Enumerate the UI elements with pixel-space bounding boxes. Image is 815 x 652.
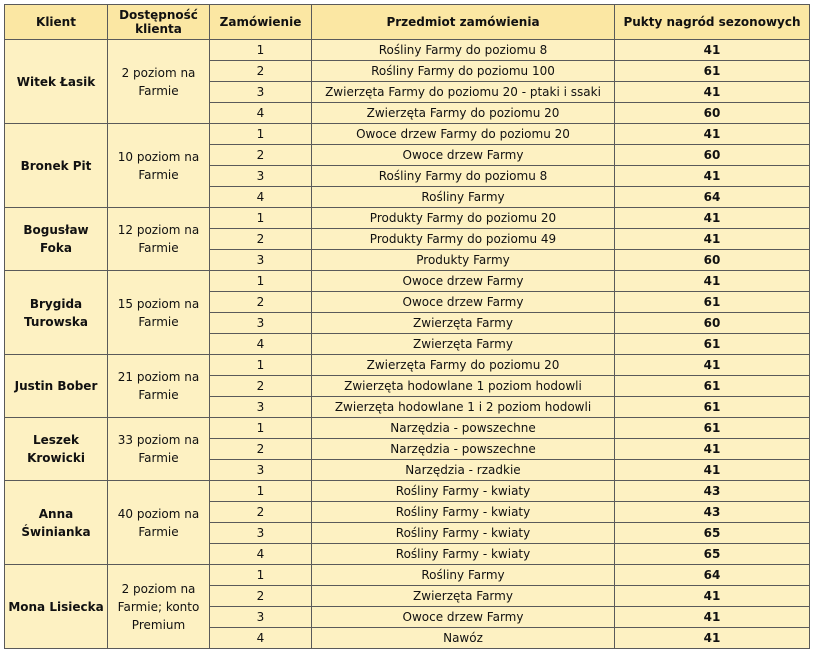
order-points: 60 [615, 250, 810, 271]
order-subject: Rośliny Farmy - kwiaty [312, 481, 615, 502]
header-order: Zamówienie [210, 5, 312, 40]
order-number: 1 [210, 355, 312, 376]
order-points: 41 [615, 460, 810, 481]
order-points: 61 [615, 61, 810, 82]
table-row [5, 208, 810, 229]
order-points: 43 [615, 502, 810, 523]
order-subject: Owoce drzew Farmy do poziomu 20 [312, 124, 615, 145]
table-row [5, 565, 810, 586]
order-points: 61 [615, 418, 810, 439]
order-number: 4 [210, 544, 312, 565]
order-number: 3 [210, 313, 312, 334]
client-name: Anna Świnianka [5, 481, 108, 565]
table-row [5, 418, 810, 439]
client-name: Bronek Pit [5, 124, 108, 208]
order-points: 61 [615, 397, 810, 418]
order-number: 3 [210, 460, 312, 481]
client-availability: 10 poziom na Farmie [108, 124, 210, 208]
order-subject: Narzędzia - powszechne [312, 418, 615, 439]
order-number: 1 [210, 418, 312, 439]
header-subject: Przedmiot zamówienia [312, 5, 615, 40]
order-subject: Zwierzęta Farmy do poziomu 20 - ptaki i ssaki [312, 82, 615, 103]
order-subject: Owoce drzew Farmy [312, 292, 615, 313]
order-subject: Rośliny Farmy - kwiaty [312, 502, 615, 523]
order-subject: Zwierzęta Farmy do poziomu 20 [312, 103, 615, 124]
order-points: 64 [615, 187, 810, 208]
order-points: 41 [615, 355, 810, 376]
order-points: 60 [615, 313, 810, 334]
order-number: 2 [210, 145, 312, 166]
order-points: 61 [615, 376, 810, 397]
order-number: 2 [210, 292, 312, 313]
order-subject: Nawóz [312, 628, 615, 649]
order-subject: Rośliny Farmy - kwiaty [312, 523, 615, 544]
client-name: Bogusław Foka [5, 208, 108, 271]
client-name: Brygida Turowska [5, 271, 108, 355]
order-subject: Owoce drzew Farmy [312, 607, 615, 628]
order-number: 4 [210, 187, 312, 208]
order-subject: Zwierzęta Farmy [312, 586, 615, 607]
order-number: 1 [210, 208, 312, 229]
order-number: 2 [210, 586, 312, 607]
order-points: 41 [615, 208, 810, 229]
order-points: 41 [615, 82, 810, 103]
order-subject: Zwierzęta Farmy [312, 334, 615, 355]
order-subject: Zwierzęta Farmy do poziomu 20 [312, 355, 615, 376]
order-number: 2 [210, 502, 312, 523]
client-name: Justin Bober [5, 355, 108, 418]
order-number: 1 [210, 40, 312, 61]
header-points: Pukty nagród sezonowych [615, 5, 810, 40]
order-number: 4 [210, 628, 312, 649]
order-number: 2 [210, 61, 312, 82]
table-row [5, 40, 810, 61]
order-points: 60 [615, 145, 810, 166]
order-subject: Produkty Farmy [312, 250, 615, 271]
order-number: 3 [210, 523, 312, 544]
order-subject: Rośliny Farmy [312, 565, 615, 586]
orders-table [4, 4, 810, 649]
order-subject: Rośliny Farmy do poziomu 100 [312, 61, 615, 82]
order-subject: Zwierzęta Farmy [312, 313, 615, 334]
order-number: 2 [210, 376, 312, 397]
order-subject: Owoce drzew Farmy [312, 145, 615, 166]
order-subject: Produkty Farmy do poziomu 49 [312, 229, 615, 250]
header-client: Klient [5, 5, 108, 40]
order-number: 1 [210, 565, 312, 586]
order-points: 61 [615, 334, 810, 355]
order-subject: Zwierzęta hodowlane 1 i 2 poziom hodowli [312, 397, 615, 418]
order-subject: Rośliny Farmy do poziomu 8 [312, 40, 615, 61]
order-subject: Zwierzęta hodowlane 1 poziom hodowli [312, 376, 615, 397]
order-number: 3 [210, 166, 312, 187]
order-number: 3 [210, 82, 312, 103]
order-points: 60 [615, 103, 810, 124]
order-points: 65 [615, 523, 810, 544]
client-availability: 15 poziom na Farmie [108, 271, 210, 355]
order-number: 1 [210, 481, 312, 502]
client-availability: 21 poziom na Farmie [108, 355, 210, 418]
client-availability: 40 poziom na Farmie [108, 481, 210, 565]
client-availability: 12 poziom na Farmie [108, 208, 210, 271]
order-subject: Narzędzia - powszechne [312, 439, 615, 460]
table-row [5, 124, 810, 145]
order-points: 41 [615, 439, 810, 460]
client-availability: 33 poziom na Farmie [108, 418, 210, 481]
order-number: 1 [210, 271, 312, 292]
order-points: 65 [615, 544, 810, 565]
table-row [5, 481, 810, 502]
order-points: 41 [615, 40, 810, 61]
order-number: 3 [210, 397, 312, 418]
order-points: 41 [615, 586, 810, 607]
order-points: 41 [615, 124, 810, 145]
order-points: 64 [615, 565, 810, 586]
order-points: 61 [615, 292, 810, 313]
order-number: 4 [210, 103, 312, 124]
order-subject: Narzędzia - rzadkie [312, 460, 615, 481]
client-name: Witek Łasik [5, 40, 108, 124]
order-points: 41 [615, 271, 810, 292]
order-points: 41 [615, 229, 810, 250]
order-subject: Owoce drzew Farmy [312, 271, 615, 292]
order-points: 41 [615, 607, 810, 628]
order-number: 2 [210, 439, 312, 460]
order-number: 3 [210, 250, 312, 271]
order-number: 4 [210, 334, 312, 355]
table-row [5, 355, 810, 376]
order-points: 41 [615, 166, 810, 187]
header-availability: Dostępność klienta [108, 5, 210, 40]
table-body [5, 40, 810, 649]
client-name: Mona Lisiecka [5, 565, 108, 649]
table-row [5, 271, 810, 292]
order-number: 1 [210, 124, 312, 145]
header-row [5, 5, 810, 40]
order-points: 41 [615, 628, 810, 649]
order-subject: Produkty Farmy do poziomu 20 [312, 208, 615, 229]
client-name: Leszek Krowicki [5, 418, 108, 481]
order-number: 2 [210, 229, 312, 250]
order-subject: Rośliny Farmy [312, 187, 615, 208]
order-subject: Rośliny Farmy do poziomu 8 [312, 166, 615, 187]
order-points: 43 [615, 481, 810, 502]
client-availability: 2 poziom na Farmie [108, 40, 210, 124]
client-availability: 2 poziom na Farmie; konto Premium [108, 565, 210, 649]
order-subject: Rośliny Farmy - kwiaty [312, 544, 615, 565]
order-number: 3 [210, 607, 312, 628]
